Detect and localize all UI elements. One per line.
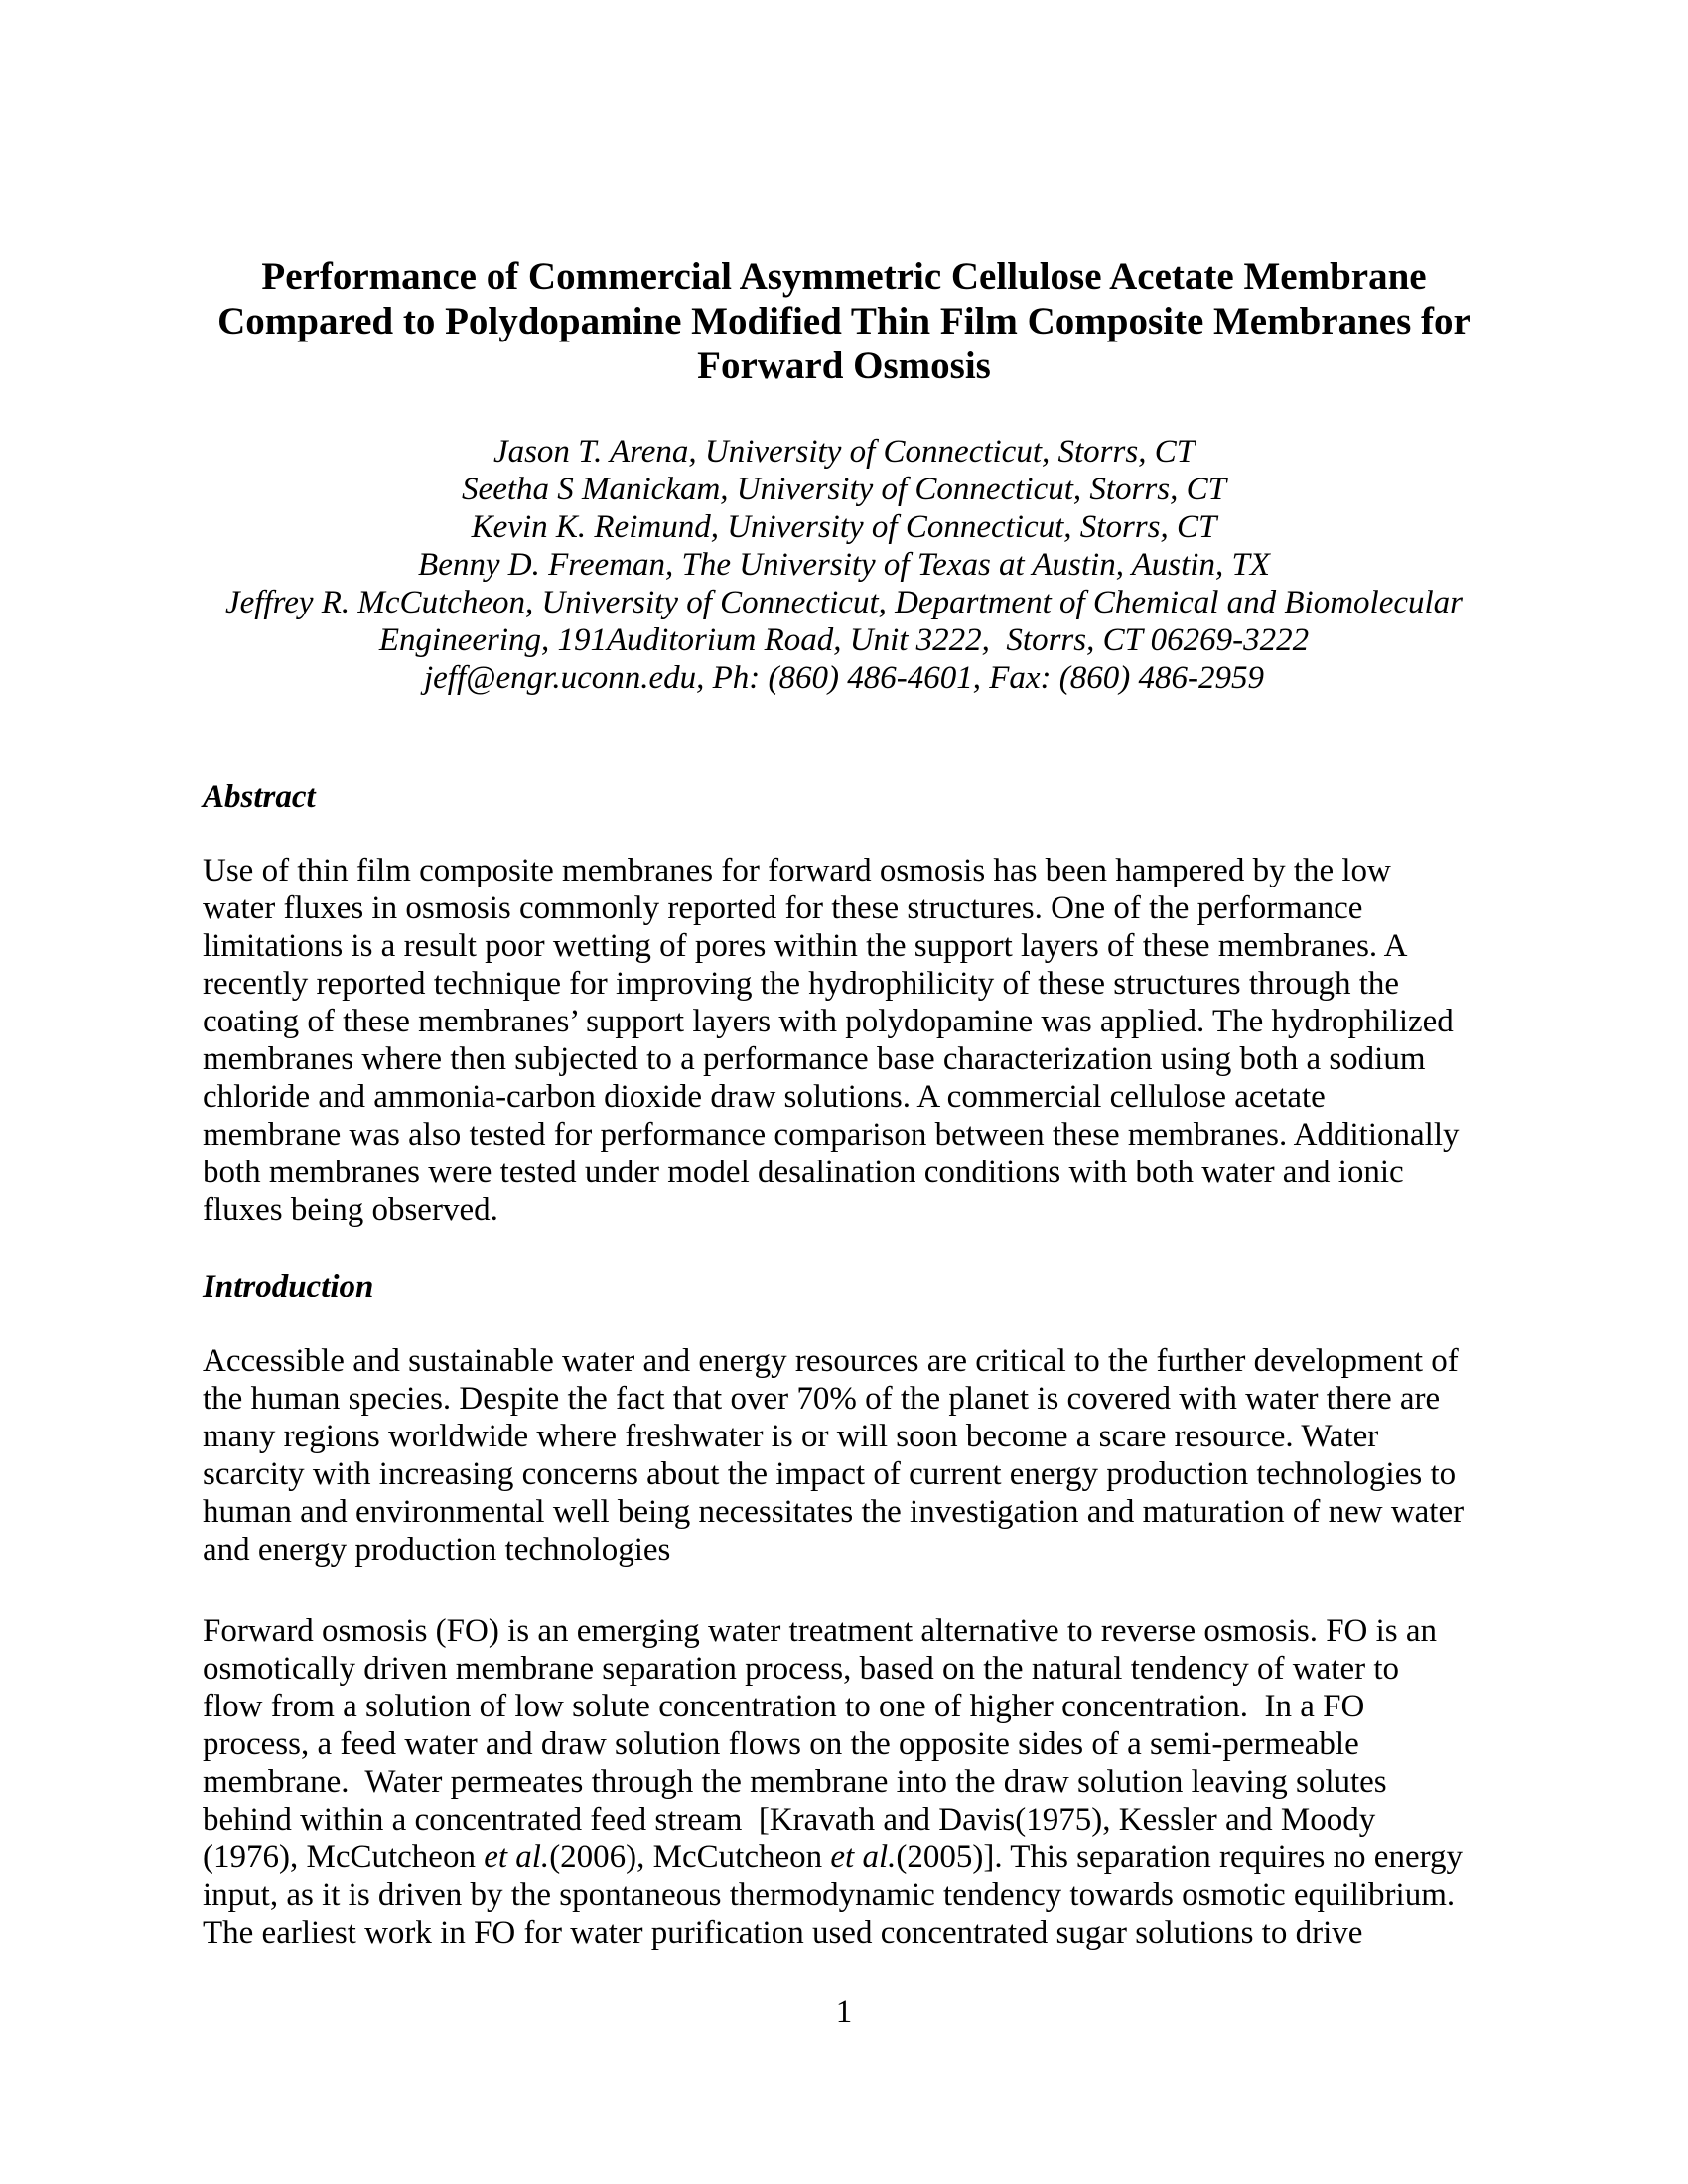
- paper-title: [203, 254, 1485, 388]
- text-line: limitations is a result poor wetting of pores within the support layers of these membranes. A: [203, 928, 1408, 964]
- text-line: recently reported technique for improving the hydrophilicity of these structures through the: [203, 966, 1400, 1002]
- italic-text-segment: et al.: [830, 1840, 897, 1875]
- text-line: water fluxes in osmosis commonly reported for these structures. One of the performance: [203, 890, 1363, 926]
- text-line: chloride and ammonia-carbon dioxide draw solutions. A commercial cellulose acetate: [203, 1079, 1326, 1115]
- text-line: many regions worldwide where freshwater is or will soon become a scare resource. Water: [203, 1419, 1379, 1454]
- text-line: Seetha S Manickam, University of Connecticut, Storrs, CT: [462, 472, 1226, 507]
- introduction-paragraph-1: [203, 1342, 1485, 1569]
- text-line: flow from a solution of low solute concentration to one of higher concentration. In a FO: [203, 1689, 1365, 1724]
- text-line: Jason T. Arena, University of Connecticut, Storrs, CT: [492, 434, 1196, 470]
- introduction-heading: Introduction: [203, 1269, 374, 1304]
- text-line: Compared to Polydopamine Modified Thin Film Composite Membranes for: [217, 300, 1471, 342]
- text-segment: (2005)]. This separation requires no energy: [896, 1840, 1463, 1875]
- author-block: [203, 433, 1485, 697]
- text-line: osmotically driven membrane separation process, based on the natural tendency of water to: [203, 1651, 1399, 1687]
- text-line: [203, 1839, 1485, 1876]
- introduction-paragraph-2: [203, 1612, 1485, 1952]
- text-segment: (2006), McCutcheon: [549, 1840, 831, 1875]
- text-line: Forward osmosis (FO) is an emerging water treatment alternative to reverse osmosis. FO is an: [203, 1613, 1438, 1649]
- text-line: behind within a concentrated feed stream [Kravath and Davis(1975), Kessler and Moody: [203, 1802, 1376, 1838]
- text-line: Forward Osmosis: [697, 344, 991, 387]
- text-line: both membranes were tested under model desalination conditions with both water and ionic: [203, 1155, 1404, 1190]
- abstract-heading: Abstract: [203, 779, 316, 815]
- text-line: fluxes being observed.: [203, 1192, 498, 1228]
- text-segment: (1976), McCutcheon: [203, 1840, 485, 1875]
- text-line: Performance of Commercial Asymmetric Cellulose Acetate Membrane: [261, 255, 1427, 298]
- text-line: coating of these membranes’ support layers with polydopamine was applied. The hydrophilized: [203, 1004, 1454, 1039]
- italic-text-segment: et al.: [484, 1840, 550, 1875]
- text-line: Use of thin film composite membranes for forward osmosis has been hampered by the low: [203, 853, 1391, 888]
- text-line: Engineering, 191Auditorium Road, Unit 3222, Storrs, CT 06269-3222: [378, 622, 1310, 658]
- text-line: The earliest work in FO for water purification used concentrated sugar solutions to drive: [203, 1915, 1363, 1951]
- text-line: input, as it is driven by the spontaneous thermodynamic tendency towards osmotic equilibrium.: [203, 1877, 1456, 1913]
- text-line: Jeffrey R. McCutcheon, University of Connecticut, Department of Chemical and Biomolecular: [224, 585, 1464, 620]
- text-line: jeff@engr.uconn.edu, Ph: (860) 486-4601, Fax: (860) 486-2959: [423, 660, 1264, 696]
- text-line: membrane was also tested for performance comparison between these membranes. Additionally: [203, 1117, 1460, 1153]
- text-line: membranes where then subjected to a performance base characterization using both a sodium: [203, 1041, 1426, 1077]
- text-line: scarcity with increasing concerns about the impact of current energy production technologies to: [203, 1456, 1457, 1492]
- text-line: human and environmental well being necessitates the investigation and maturation of new water: [203, 1494, 1465, 1530]
- text-line: Kevin K. Reimund, University of Connecticut, Storrs, CT: [471, 509, 1217, 545]
- abstract-paragraph: [203, 852, 1485, 1229]
- text-line: Benny D. Freeman, The University of Texas at Austin, Austin, TX: [418, 547, 1270, 583]
- text-line: and energy production technologies: [203, 1532, 671, 1568]
- page-number: 1: [835, 1994, 853, 2030]
- text-line: Accessible and sustainable water and energy resources are critical to the further development of: [203, 1343, 1459, 1379]
- text-line: membrane. Water permeates through the membrane into the draw solution leaving solutes: [203, 1764, 1387, 1800]
- text-line: process, a feed water and draw solution flows on the opposite sides of a semi-permeable: [203, 1726, 1359, 1762]
- text-line: the human species. Despite the fact that over 70% of the planet is covered with water there are: [203, 1381, 1441, 1417]
